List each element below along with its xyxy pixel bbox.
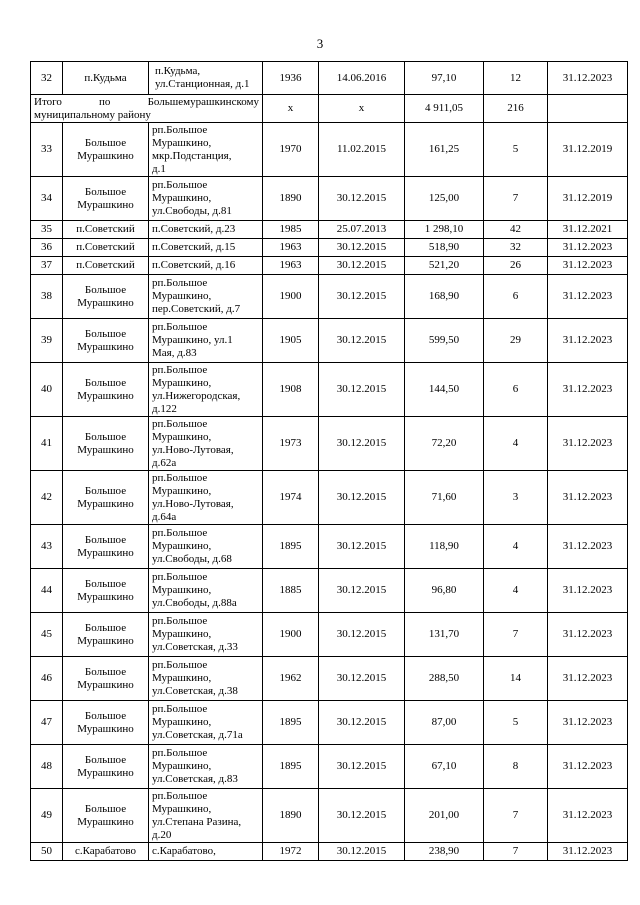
address-line: ул.Советская, д.38 <box>152 685 238 697</box>
row-number: 43 <box>31 525 63 569</box>
total-label-word: по <box>99 95 111 108</box>
year-cell: 1905 <box>263 319 319 363</box>
table-row <box>31 417 628 471</box>
locality-line: Большое <box>84 327 127 340</box>
date-cell: 30.12.2015 <box>319 613 405 657</box>
count-cell: 8 <box>484 745 548 789</box>
address-line: рп.Большое <box>152 363 208 376</box>
date-cell: 11.02.2015 <box>319 123 405 177</box>
address-cell <box>149 257 263 275</box>
count-cell: 7 <box>484 177 548 221</box>
year-cell: 1974 <box>263 471 319 525</box>
address-cell <box>149 123 263 177</box>
table-row <box>31 843 628 861</box>
date-cell: 30.12.2015 <box>319 417 405 471</box>
locality-cell <box>63 177 149 221</box>
row-number: 47 <box>31 701 63 745</box>
locality-line: Мурашкино <box>77 546 134 559</box>
deadline-cell: 31.12.2023 <box>548 257 628 275</box>
address-line: рп.Большое <box>152 471 208 484</box>
address-line: п.Советский, д.15 <box>152 241 236 253</box>
count-cell: 4 <box>484 569 548 613</box>
address-line: Мурашкино, <box>152 136 212 149</box>
date-cell: 30.12.2015 <box>319 657 405 701</box>
year-cell: 1895 <box>263 525 319 569</box>
address-line: ул.Нижегородская, <box>152 389 241 402</box>
count-cell: 12 <box>484 62 548 95</box>
address-cell <box>149 363 263 417</box>
date-cell: 30.12.2015 <box>319 789 405 843</box>
address-line: д.122 <box>152 402 177 415</box>
count-cell: 6 <box>484 275 548 319</box>
address-line: п.Советский, д.23 <box>152 223 236 235</box>
locality-cell <box>63 701 149 745</box>
address-line: рп.Большое <box>152 747 208 759</box>
date-cell: 30.12.2015 <box>319 319 405 363</box>
address-line: д.62а <box>152 456 177 469</box>
address-line: ул.Советская, д.33 <box>152 641 238 653</box>
locality-cell <box>63 525 149 569</box>
locality-cell <box>63 471 149 525</box>
locality-cell <box>63 745 149 789</box>
locality-cell: п.Кудьма <box>63 62 149 95</box>
row-number: 35 <box>31 221 63 239</box>
area-cell: 67,10 <box>405 745 484 789</box>
deadline-cell: 31.12.2023 <box>548 843 628 861</box>
date-cell: 30.12.2015 <box>319 525 405 569</box>
locality-line: Большое <box>84 709 127 722</box>
year-cell: 1885 <box>263 569 319 613</box>
address-line: ул.Свободы, д.88а <box>152 597 237 609</box>
address-line: ул.Ново-Лутовая, <box>152 497 234 510</box>
deadline-cell: 31.12.2023 <box>548 417 628 471</box>
count-cell: 7 <box>484 843 548 861</box>
address-cell <box>149 417 263 471</box>
locality-cell <box>63 257 149 275</box>
date-cell: 30.12.2015 <box>319 843 405 861</box>
address-cell <box>149 319 263 363</box>
date-cell: 30.12.2015 <box>319 471 405 525</box>
table-row <box>31 569 628 613</box>
locality-line: Мурашкино <box>77 389 134 402</box>
locality-cell <box>63 221 149 239</box>
address-line: мкр.Подстанция, <box>152 149 232 162</box>
locality-line: Большое <box>84 577 127 590</box>
year-cell: 1972 <box>263 843 319 861</box>
area-cell: 71,60 <box>405 471 484 525</box>
year-cell: 1970 <box>263 123 319 177</box>
locality-cell <box>63 239 149 257</box>
address-line: п.Советский, д.16 <box>152 259 236 271</box>
row-number: 45 <box>31 613 63 657</box>
page-number: 3 <box>316 36 324 51</box>
deadline-cell: 31.12.2023 <box>548 363 628 417</box>
locality-line: Мурашкино <box>77 149 134 162</box>
address-line: Мурашкино, <box>152 540 212 552</box>
address-line: ул.Свободы, д.81 <box>152 205 232 217</box>
address-line: с.Карабатово, <box>152 845 216 857</box>
address-line: ул.Свободы, д.68 <box>152 553 232 565</box>
locality-line: с.Карабатово <box>74 845 137 857</box>
row-number: 50 <box>31 843 63 861</box>
address-line: рп.Большое <box>152 321 208 333</box>
year-cell: 1936 <box>263 62 319 95</box>
locality-line: Большое <box>84 665 127 678</box>
address-line: Мурашкино, <box>152 376 212 389</box>
address-line: д.64а <box>152 510 177 523</box>
table-row <box>31 789 628 843</box>
row-number: 44 <box>31 569 63 613</box>
year-cell: 1973 <box>263 417 319 471</box>
count-cell: 42 <box>484 221 548 239</box>
locality-cell <box>63 657 149 701</box>
address-line: Мурашкино, <box>152 716 212 728</box>
address-cell <box>149 177 263 221</box>
area-cell: 201,00 <box>405 789 484 843</box>
locality-line: Большое <box>84 283 127 296</box>
year-cell: 1963 <box>263 239 319 257</box>
address-cell <box>149 239 263 257</box>
address-line: рп.Большое <box>152 123 208 136</box>
year-cell: 1963 <box>263 257 319 275</box>
locality-line: Мурашкино <box>77 678 134 691</box>
year-cell: 1890 <box>263 177 319 221</box>
locality-line: Мурашкино <box>77 590 134 603</box>
locality-line: Мурашкино <box>77 443 134 456</box>
date-cell: 30.12.2015 <box>319 363 405 417</box>
locality-cell <box>63 363 149 417</box>
table-row <box>31 471 628 525</box>
count-cell: 26 <box>484 257 548 275</box>
year-cell: 1962 <box>263 657 319 701</box>
address-line: Мурашкино, <box>152 484 212 497</box>
deadline-cell: 31.12.2023 <box>548 657 628 701</box>
locality-cell <box>63 789 149 843</box>
row-number: 48 <box>31 745 63 789</box>
locality-line: Мурашкино <box>77 722 134 735</box>
locality-line: Большое <box>84 802 127 815</box>
address-line: рп.Большое <box>152 179 208 191</box>
locality-line: Мурашкино <box>77 296 134 309</box>
deadline-cell: 31.12.2019 <box>548 123 628 177</box>
count-cell: 5 <box>484 123 548 177</box>
count-cell: 6 <box>484 363 548 417</box>
locality-cell <box>63 319 149 363</box>
year-cell: 1900 <box>263 613 319 657</box>
address-cell <box>149 745 263 789</box>
date-cell: 30.12.2015 <box>319 275 405 319</box>
total-label <box>31 96 262 122</box>
address-line: пер.Советский, д.7 <box>152 303 241 315</box>
count-cell: 7 <box>484 613 548 657</box>
address-line: Мурашкино, <box>152 628 212 640</box>
row-number: 32 <box>31 62 63 95</box>
address-cell <box>149 62 263 95</box>
address-line: ул.Станционная, д.1 <box>155 78 250 90</box>
count-cell: 4 <box>484 417 548 471</box>
address-line: Мая, д.83 <box>152 347 197 359</box>
address-cell <box>149 275 263 319</box>
address-line: рп.Большое <box>152 277 208 289</box>
row-number: 42 <box>31 471 63 525</box>
locality-line: Мурашкино <box>77 815 134 828</box>
locality-line: Большое <box>84 484 127 497</box>
address-cell <box>149 701 263 745</box>
total-label-word: Большемурашкинскому <box>147 95 259 108</box>
locality-line: Большое <box>84 136 127 149</box>
locality-line: Большое <box>84 430 127 443</box>
address-line: рп.Большое <box>152 571 208 583</box>
year-cell: 1908 <box>263 363 319 417</box>
table-row <box>31 221 628 239</box>
housing-register-table <box>30 61 628 861</box>
address-cell <box>149 657 263 701</box>
deadline-cell: 31.12.2023 <box>548 701 628 745</box>
address-line: рп.Большое <box>152 417 208 430</box>
row-number: 34 <box>31 177 63 221</box>
locality-cell <box>63 417 149 471</box>
address-cell <box>149 221 263 239</box>
date-cell: 14.06.2016 <box>319 62 405 95</box>
area-cell: 72,20 <box>405 417 484 471</box>
area-cell: 1 298,10 <box>405 221 484 239</box>
row-number: 46 <box>31 657 63 701</box>
address-cell <box>149 569 263 613</box>
deadline-cell: 31.12.2023 <box>548 62 628 95</box>
count-cell: 5 <box>484 701 548 745</box>
year-cell: 1895 <box>263 745 319 789</box>
deadline-cell: 31.12.2023 <box>548 569 628 613</box>
total-label-word: Итого <box>34 95 62 108</box>
table-row <box>31 657 628 701</box>
table-row <box>31 701 628 745</box>
deadline-cell: 31.12.2019 <box>548 177 628 221</box>
date-cell: 30.12.2015 <box>319 177 405 221</box>
address-line: Мурашкино, <box>152 584 212 596</box>
locality-cell <box>63 275 149 319</box>
area-cell: 97,10 <box>405 62 484 95</box>
address-cell <box>149 843 263 861</box>
address-line: Мурашкино, <box>152 290 212 302</box>
address-line: рп.Большое <box>152 615 208 627</box>
address-line: ул.Степана Разина, <box>152 815 242 828</box>
deadline-cell: 31.12.2023 <box>548 471 628 525</box>
locality-line: Мурашкино <box>77 340 134 353</box>
count-cell: 7 <box>484 789 548 843</box>
date-cell: 30.12.2015 <box>319 569 405 613</box>
date-cell: 30.12.2015 <box>319 745 405 789</box>
area-cell: 144,50 <box>405 363 484 417</box>
table-row <box>31 239 628 257</box>
year-cell: 1985 <box>263 221 319 239</box>
locality-cell <box>63 613 149 657</box>
address-line: Мурашкино, <box>152 672 212 684</box>
locality-line: Большое <box>84 185 127 198</box>
count-cell: 29 <box>484 319 548 363</box>
date-cell: 30.12.2015 <box>319 239 405 257</box>
address-line: ул.Ново-Лутовая, <box>152 443 234 456</box>
address-line: Мурашкино, <box>152 760 212 772</box>
row-number: 49 <box>31 789 63 843</box>
table-row <box>31 275 628 319</box>
count-cell: 4 <box>484 525 548 569</box>
total-label-cell <box>31 95 263 123</box>
locality-line: п.Советский <box>76 241 135 253</box>
area-cell: 87,00 <box>405 701 484 745</box>
deadline-cell: 31.12.2023 <box>548 613 628 657</box>
locality-line: Большое <box>84 533 127 546</box>
locality-cell <box>63 843 149 861</box>
deadline-cell: 31.12.2021 <box>548 221 628 239</box>
deadline-cell: 31.12.2023 <box>548 789 628 843</box>
address-cell <box>149 525 263 569</box>
year-cell: 1890 <box>263 789 319 843</box>
address-line: д.20 <box>152 828 172 841</box>
address-line: ул.Советская, д.71а <box>152 729 243 741</box>
row-number: 37 <box>31 257 63 275</box>
address-line: п.Кудьма, <box>155 65 201 77</box>
table-row <box>31 62 628 95</box>
row-number: 38 <box>31 275 63 319</box>
address-line: ул.Советская, д.83 <box>152 773 238 785</box>
locality-line: Мурашкино <box>77 766 134 779</box>
row-number: 33 <box>31 123 63 177</box>
address-line: Мурашкино, <box>152 430 212 443</box>
area-cell: 599,50 <box>405 319 484 363</box>
area-cell: 518,90 <box>405 239 484 257</box>
deadline-cell: 31.12.2023 <box>548 319 628 363</box>
area-cell: 96,80 <box>405 569 484 613</box>
total-deadline-cell <box>548 95 628 123</box>
locality-cell <box>63 123 149 177</box>
address-cell <box>149 471 263 525</box>
total-row <box>31 95 628 123</box>
table-row <box>31 613 628 657</box>
area-cell: 521,20 <box>405 257 484 275</box>
table-row <box>31 525 628 569</box>
locality-cell <box>63 569 149 613</box>
total-date-cell: х <box>319 95 405 123</box>
address-line: Мурашкино, <box>152 192 212 204</box>
date-cell: 30.12.2015 <box>319 257 405 275</box>
address-line: рп.Большое <box>152 527 208 539</box>
area-cell: 131,70 <box>405 613 484 657</box>
locality-line: Мурашкино <box>77 497 134 510</box>
table-row <box>31 177 628 221</box>
year-cell: 1900 <box>263 275 319 319</box>
area-cell: 168,90 <box>405 275 484 319</box>
deadline-cell: 31.12.2023 <box>548 525 628 569</box>
count-cell: 14 <box>484 657 548 701</box>
table-row <box>31 319 628 363</box>
address-cell <box>149 789 263 843</box>
count-cell: 3 <box>484 471 548 525</box>
address-line: рп.Большое <box>152 659 208 671</box>
area-cell: 288,50 <box>405 657 484 701</box>
total-count-cell: 216 <box>484 95 548 123</box>
address-cell <box>149 613 263 657</box>
address-line: рп.Большое <box>152 789 208 802</box>
deadline-cell: 31.12.2023 <box>548 275 628 319</box>
area-cell: 238,90 <box>405 843 484 861</box>
count-cell: 32 <box>484 239 548 257</box>
table-row <box>31 745 628 789</box>
table-row <box>31 257 628 275</box>
deadline-cell: 31.12.2023 <box>548 745 628 789</box>
deadline-cell: 31.12.2023 <box>548 239 628 257</box>
date-cell: 30.12.2015 <box>319 701 405 745</box>
area-cell: 161,25 <box>405 123 484 177</box>
address-line: рп.Большое <box>152 703 208 715</box>
row-number: 41 <box>31 417 63 471</box>
row-number: 36 <box>31 239 63 257</box>
address-line: Мурашкино, ул.1 <box>152 334 233 346</box>
locality-line: п.Советский <box>76 223 135 235</box>
area-cell: 125,00 <box>405 177 484 221</box>
area-cell: 118,90 <box>405 525 484 569</box>
table-row <box>31 363 628 417</box>
year-cell: 1895 <box>263 701 319 745</box>
total-label-line: муниципальному району <box>34 108 151 121</box>
locality-line: Большое <box>84 376 127 389</box>
total-year-cell: х <box>263 95 319 123</box>
total-area-cell: 4 911,05 <box>405 95 484 123</box>
address-line: д.1 <box>152 162 166 175</box>
locality-line: п.Советский <box>76 259 135 271</box>
table-row <box>31 123 628 177</box>
locality-line: Большое <box>84 753 127 766</box>
row-number: 40 <box>31 363 63 417</box>
locality-line: Мурашкино <box>77 634 134 647</box>
locality-line: Большое <box>84 621 127 634</box>
row-number: 39 <box>31 319 63 363</box>
date-cell: 25.07.2013 <box>319 221 405 239</box>
address-line: Мурашкино, <box>152 802 212 815</box>
locality-line: Мурашкино <box>77 198 134 211</box>
